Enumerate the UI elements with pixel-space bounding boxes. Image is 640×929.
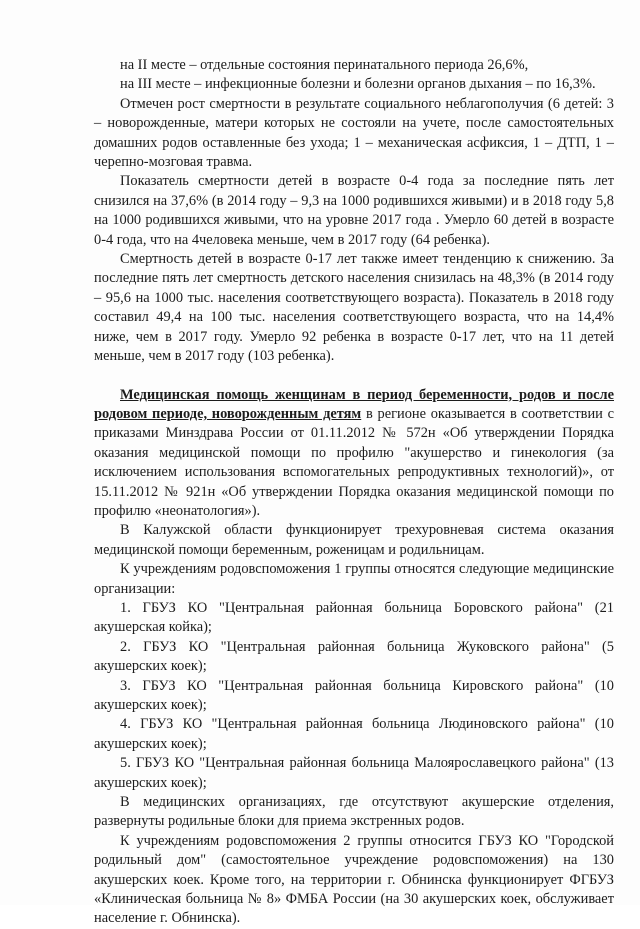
list-item: 3. ГБУЗ КО "Центральная районная больница Кировского района" (10 акушерских коек); bbox=[94, 677, 614, 713]
paragraph-medical-care bbox=[94, 386, 614, 522]
paragraph-three-level-system: В Калужской области функционирует трехуровневая система оказания медицинской помощи беременным, роженицам и родильницам. bbox=[94, 522, 614, 558]
section-heading-text: в регионе оказывается в соответствии с приказами Минздрава России от 01.11.2012 № 572н «Об утверждении Порядка оказания медицинской помощи по профилю "акушерство и гинекология (за исключением использования вспомогательных репродуктивных технологий)», от 15.11.2012 № 921н «Об утверждении Порядка оказания медицинской помощи по профилю «неонатология»). bbox=[94, 405, 614, 519]
paragraph-mortality-0-4: Показатель смертности детей в возрасте 0-4 года за последние пять лет снизился на 37,6% (в 2014 году – 9,3 на 1000 родившихся живыми) и в 2018 году 5,8 на 1000 родившихся живыми, что на уровне 2017 года . Умерло 60 детей в возрасте 0-4 года, что на 4человека меньше, чем в 2017 году (64 ребенка). bbox=[94, 173, 614, 248]
list-item: 5. ГБУЗ КО "Центральная районная больница Малоярославецкого района" (13 акушерских коек); bbox=[94, 755, 614, 791]
list-item: 4. ГБУЗ КО "Центральная районная больница Людиновского района" (10 акушерских коек); bbox=[94, 716, 614, 752]
paragraph-group-1-intro: К учреждениям родовспоможения 1 группы относятся следующие медицинские организации: bbox=[94, 561, 614, 597]
list-item: 2. ГБУЗ КО "Центральная районная больница Жуковского района" (5 акушерских коек); bbox=[94, 638, 614, 675]
paragraph-mortality-0-17: Смертность детей в возрасте 0-17 лет также имеет тенденцию к снижению. За последние пять лет смертность детского населения снизилась на 48,3% (в 2014 году – 95,6 на 1000 тыс. населения соответствующего возраста). Показатель в 2018 году составил 49,4 на 100 тыс. населения соответствующего возраста, что на 14,4% ниже, чем в 2017 году. Умерло 92 ребенка в возрасте 0-17 лет, что на 11 детей меньше, чем в 2017 году (103 ребенка). bbox=[94, 251, 614, 365]
paragraph-rank-3: на III месте – инфекционные болезни и болезни органов дыхания – по 16,3%. bbox=[120, 76, 596, 93]
document-body bbox=[94, 56, 614, 929]
paragraph-social-mortality: Отмечен рост смертности в результате социального неблагополучия (6 детей: 3 – новорожденные, матери которых не состояли на учете, после самостоятельных домашних родов оставленные без ухода; 1 – механическая асфиксия, 1 – ДТП, 1 – черепно-мозговая травма. bbox=[94, 95, 614, 171]
paragraph-rank-2: на II месте – отдельные состояния перинатального периода 26,6%, bbox=[120, 57, 529, 73]
section-heading: Медицинская помощь женщинам в период беременности, родов и после родовом периоде, новорожденным детям bbox=[94, 386, 614, 422]
list-item: 1. ГБУЗ КО "Центральная районная больница Боровского района" (21 акушерская койка); bbox=[94, 599, 614, 636]
paragraph-birth-units: В медицинских организациях, где отсутствуют акушерские отделения, развернуты родильные блоки для приема экстренных родов. bbox=[94, 794, 614, 830]
paragraph-group-2: К учреждениям родовспоможения 2 группы относится ГБУЗ КО "Городской родильный дом" (самостоятельное учреждение родовспоможения) на 130 акушерских коек. Кроме того, на территории г. Обнинска функционирует ФГБУЗ «Клиническая больница № 8» ФМБА России (на 30 акушерских коек, обслуживает население г. Обнинска). bbox=[94, 832, 614, 927]
